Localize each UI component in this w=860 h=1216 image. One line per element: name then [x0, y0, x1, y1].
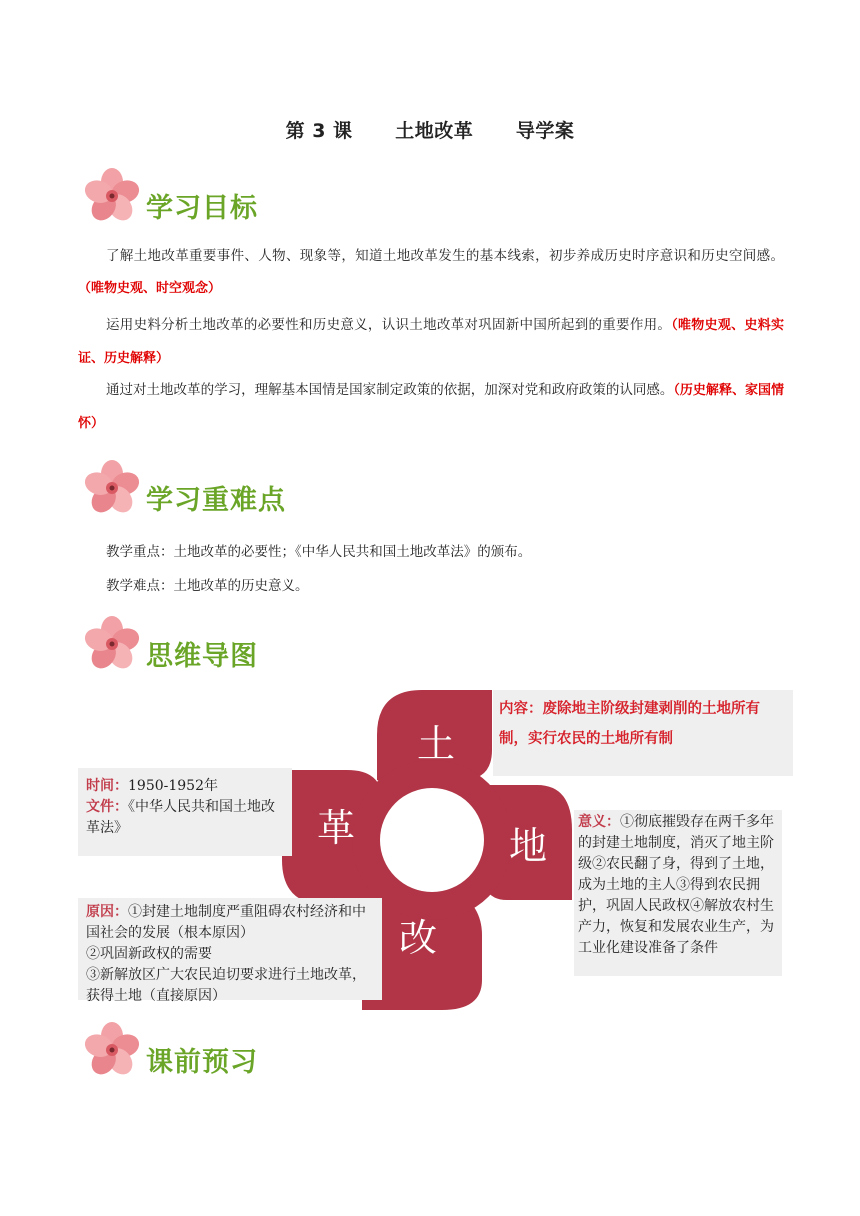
flower-icon	[82, 164, 146, 228]
section-title: 思维导图	[146, 641, 258, 672]
petal-char-top: 土	[416, 722, 455, 766]
goal-paragraph-1	[78, 240, 784, 305]
goal-paragraph-2	[78, 309, 784, 375]
reason-line-2: ②巩固新政权的需要	[86, 946, 212, 962]
content-label: 内容：	[499, 700, 543, 717]
doc-label: 文件：	[86, 799, 128, 815]
flower-icon	[82, 456, 146, 520]
reason-line-3: ③新解放区广大农民迫切要求进行土地改革，获得土地（直接原因）	[86, 967, 366, 1004]
doc-text: 《中华人民共和国土地改革法》	[86, 799, 275, 836]
goal-text: 了解土地改革重要事件、人物、现象等，知道土地改革发生的基本线索，初步养成历史时序意识和历史空间感。	[106, 248, 784, 264]
key-point-difficulty: 教学难点：土地改革的历史意义。	[106, 578, 309, 594]
section-header-goals	[82, 164, 382, 228]
flower-icon	[82, 1018, 146, 1082]
goal-text: 通过对土地改革的学习，理解基本国情是国家制定政策的依据，加深对党和政府政策的认同感。	[106, 382, 674, 398]
literacy-tag: （历史解释、家国情怀）	[78, 383, 784, 431]
meaning-text: ①彻底摧毁存在两千多年的封建土地制度，消灭了地主阶级②农民翻了身，得到了土地，成为土地的主人③得到农民拥护，巩固人民政权④解放农村生产力，恢复和发展农业生产，为工业化建设准备了条件	[578, 814, 774, 956]
reason-label: 原因：	[86, 904, 128, 920]
time-text: 1950-1952年	[128, 778, 218, 794]
mind-map-content-box	[493, 690, 793, 776]
literacy-tag: （唯物史观、时空观念）	[78, 281, 222, 296]
center-hole	[380, 788, 484, 892]
petal-char-right: 地	[508, 824, 547, 868]
mind-map-meaning-box	[574, 810, 782, 976]
petal-char-bottom: 改	[398, 916, 437, 960]
section-title: 学习重难点	[146, 485, 286, 516]
literacy-tag: （唯物史观、史料实证、历史解释）	[78, 318, 784, 366]
meaning-label: 意义：	[578, 814, 620, 830]
goal-paragraph-3	[78, 374, 784, 440]
mind-map-time-box	[78, 768, 292, 856]
section-header-key-points	[82, 456, 382, 520]
section-header-mind-map	[82, 612, 382, 676]
reason-text: ①封建土地制度严重阻碍农村经济和中国社会的发展（根本原因）	[86, 904, 366, 941]
key-point-focus: 教学重点：土地改革的必要性；《中华人民共和国土地改革法》的颁布。	[106, 544, 532, 560]
section-header-preview	[82, 1018, 382, 1082]
petal-char-left: 革	[316, 806, 355, 850]
mind-map-reason-box	[78, 898, 382, 1004]
content-text: 废除地主阶级封建剥削的土地所有制，实行农民的土地所有制	[499, 700, 760, 747]
section-title: 学习目标	[146, 193, 258, 224]
goal-text: 运用史料分析土地改革的必要性和历史意义，认识土地改革对巩固新中国所起到的重要作用。	[106, 317, 672, 333]
flower-icon	[82, 612, 146, 676]
page-title: 第 3 课 土地改革 导学案	[285, 120, 575, 142]
section-title: 课前预习	[146, 1047, 258, 1078]
time-label: 时间：	[86, 778, 128, 794]
